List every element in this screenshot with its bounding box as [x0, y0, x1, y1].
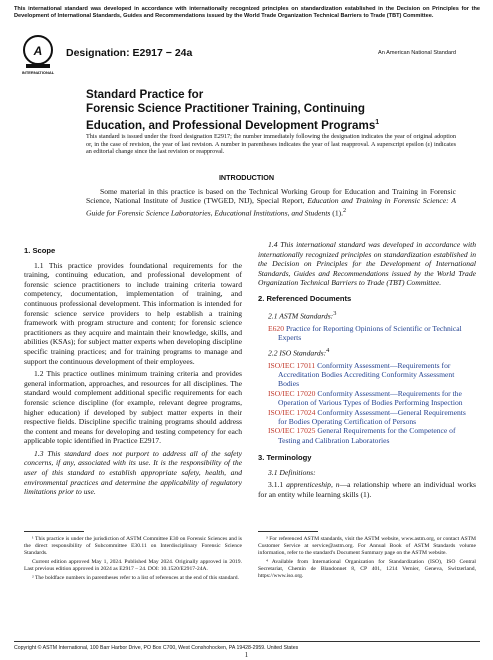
referenced-documents-heading: 2. Referenced Documents — [258, 293, 352, 303]
footnote-3: ³ For referenced ASTM standards, visit the ASTM website, www.astm.org, or contact ASTM Customer Service at service@astm.org. For Annual Book of ASTM Standards volume information, refer to the standard's Document Summary page on the ASTM website. — [258, 536, 476, 556]
footnote-2: ² The boldface numbers in parentheses refer to a list of references at the end of this standard. — [32, 574, 239, 581]
footnote-1-edition: Current edition approved May 1, 2024. Published May 2024. Originally approved in 2019. Last previous edition approved in 2024 as E2917 – 24. DOI: 10.1520/E2917-24A. — [24, 558, 242, 572]
left-column — [24, 240, 242, 500]
footnotes-left — [24, 536, 242, 583]
right-column — [258, 240, 476, 503]
footnote-rule-left — [24, 531, 84, 532]
ref-iso-17020[interactable]: ISO/IEC 17020 Conformity Assessment—Requirements for the Operation of Various Types of Bodies Performing Inspection — [268, 388, 463, 408]
copyright-notice: Copyright © ASTM International, 100 Barr Harbor Drive, PO Box C700, West Conshohocken, PA 19428-2959. United States — [14, 645, 299, 651]
definition-apprenticeship: 3.1.1 apprenticeship, n—a relationship where an individual works for an entity while learning skills (1). — [258, 480, 476, 500]
ref-iso-17024[interactable]: ISO/IEC 17024 Conformity Assessment—General Requirements for Bodies Operating Certification of Persons — [268, 407, 466, 427]
page-number: 1 — [244, 652, 249, 659]
title-line-2: Forensic Science Practitioner Training, Continuing — [86, 102, 365, 115]
definitions-label: 3.1 Definitions: — [268, 467, 316, 477]
american-national-standard-label: An American National Standard — [378, 50, 457, 56]
ref-iso-17025[interactable]: ISO/IEC 17025 General Requirements for the Competence of Testing and Calibration Laboratories — [268, 426, 456, 445]
top-notice: This international standard was developed in accordance with internationally recognized principles on standardization established in the Decision on Principles for the Development of International Standards, Guides and Recommendations issued by the World Trade Organization Technical Barriers to Trade (TBT) Committee. — [14, 6, 480, 19]
title-line-1: Standard Practice for — [86, 88, 204, 101]
introduction-paragraph: Some material in this practice is based on the Technical Working Group for Education and Training in Forensic Science, National Institute of Justice (TWGED, NIJ), Special Report, Education and Training in Forensic Science: A Guide for Forensic Science Laboratories, Educational Institutions, and Students (1).$^2$ — [86, 187, 456, 218]
bottom-rule — [14, 641, 480, 642]
footnote-1: ¹ This practice is under the jurisdiction of ASTM Committee E30 on Forensic Sciences and is the direct responsibility of Subcommittee E30.11 on Interdisciplinary Forensic Science Standards. — [24, 536, 242, 556]
title-line-3: Education, and Professional Development Programs$^1$ — [86, 118, 380, 132]
introduction-heading: INTRODUCTION — [218, 173, 275, 182]
section-1-3: 1.3 This standard does not purport to address all of the safety concerns, if any, associated with its use. It is the responsibility of the user of this standard to establish appropriate safety, health, and environmental practices and determine the applicability of regulatory limitations prior to use. — [24, 448, 242, 497]
section-1-1: 1.1 This practice provides foundational requirements for the training, continuing education, and professional development of forensic science practitioners to include training criteria toward competency, documentation, implementation of training, and continuous professional development. This information is intended for forensic science service providers to help establish a training framework with program structure and content; for forensic science practitioners as they acquire and maintain their knowledge, skills, and abilities (KSAs); for subject matter experts when developing discipline specific training practices; and for training programs to manage and support the continuous development of their employees. — [24, 260, 242, 366]
scope-heading: 1. Scope — [24, 246, 56, 255]
section-1-4: 1.4 This international standard was developed in accordance with internationally recognized principles on standardization established in the Decision on Principles for the Development of International Standards, Guides and Recommendations issued by the World Trade Organization Technical Barriers to Trade (TBT) Committee. — [258, 240, 476, 288]
designation: Designation: E2917 − 24a — [66, 47, 193, 59]
astm-logo — [20, 34, 56, 76]
document-title — [86, 88, 446, 133]
ref-e620[interactable]: E620 Practice for Reporting Opinions of Scientific or Technical Experts — [268, 323, 462, 343]
ref-iso-17011[interactable]: ISO/IEC 17011 Conformity Assessment—Requirements for Accreditation Bodies Accrediting Conformity Assessment Bodies — [268, 360, 455, 389]
footnote-rule-right — [258, 531, 318, 532]
section-1-2: 1.2 This practice outlines minimum training criteria and provides general information, approaches, and resources for all disciplines. The standard would complement additional specific requirements for each forensic science discipline (for example, relevant degree programs, higher education) if developed by subject matter experts in their respective fields. Discipline specific training programs should address the content and means for developing and testing competency for each applicable topic identified in Practice E2917. — [24, 369, 242, 446]
logo-text: INTERNATIONAL — [21, 70, 55, 75]
astm-standards-label: 2.1 ASTM Standards:$^3$ — [268, 309, 337, 321]
footnote-4: ⁴ Available from International Organization for Standardization (ISO), ISO Central Secretariat, Chemin de Blandonnet 8, CP 401, 1214 Vernier, Geneva, Switzerland, https://www.iso.org. — [258, 558, 476, 579]
footnotes-right — [258, 536, 476, 581]
svg-text:A: A — [33, 44, 43, 58]
terminology-heading: 3. Terminology — [258, 453, 312, 463]
issued-note: This standard is issued under the fixed designation E2917; the number immediately following the designation indicates the year of original adoption or, in the case of revision, the year of last revision. A number in parentheses indicates the year of last reapproval. A superscript epsilon (ε) indicates an editorial change since the last revision or reapproval. — [86, 133, 456, 156]
iso-standards-label: 2.2 ISO Standards:$^4$ — [268, 346, 330, 358]
